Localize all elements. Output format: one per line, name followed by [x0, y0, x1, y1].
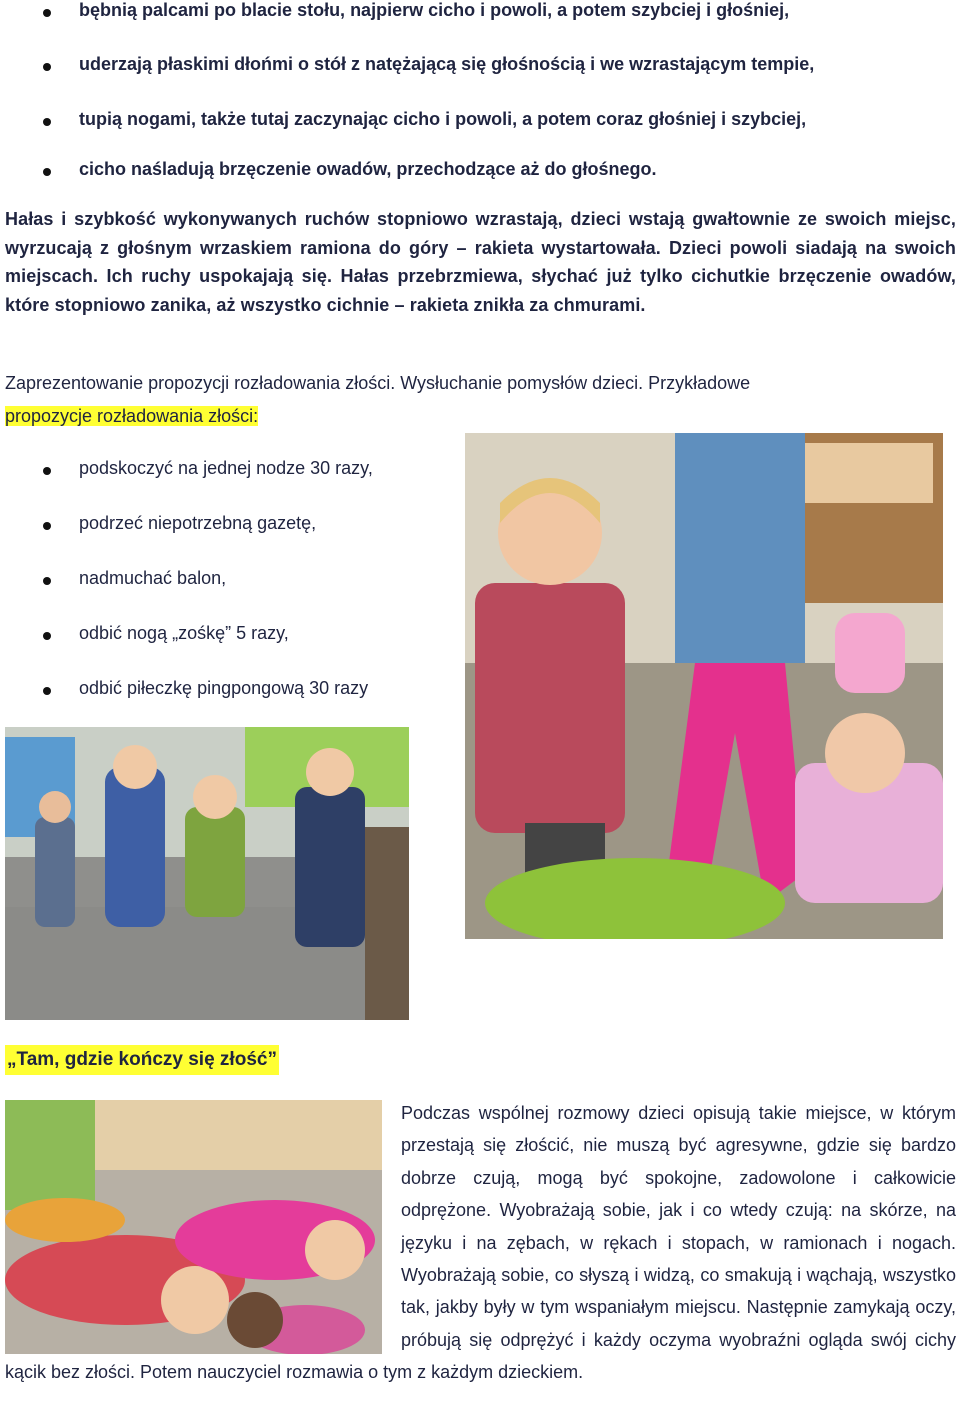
bullet-icon — [43, 632, 51, 640]
bullet-icon — [43, 63, 51, 71]
bullet-icon — [43, 9, 51, 17]
final-paragraph: Podczas wspólnej rozmowy dzieci opisują takie miejsce, w którym przestają się złościć, nie muszą być agresywne, gdzie się bardzo dobrze czują, mogą być spokojne, zadowolone i całkowicie odprężone. Wyobrażają sobie, jak i co wtedy czują: na skórze, na języku i na zębach, w rękach i stopach, w ramionach i nogach. Wyobrażają sobie, co słyszą i widzą, co smakują i wąchają, wszystko tak, jakby były w tym wspaniałym miejscu. Następnie zamykają oczy, próbują się odprężyć i każdy oczyma wyobraźni ogląda swój cichy kącik bez złości. Potem nauczyciel rozmawia o tym z każdym dzieckiem. — [5, 1097, 956, 1389]
bullet-icon — [43, 577, 51, 585]
list-item: cicho naśladują brzęczenie owadów, przechodzące aż do głośnego. — [0, 159, 900, 189]
photo-children-exercise — [465, 433, 943, 939]
list-item: tupią nogami, także tutaj zaczynając cicho i powoli, a potem coraz głośniej i szybciej, — [0, 109, 900, 139]
list-item: nadmuchać balon, — [0, 568, 900, 598]
list-item: podskoczyć na jednej nodze 30 razy, — [0, 458, 900, 488]
list-item: odbić piłeczkę pingpongową 30 razy — [0, 678, 900, 708]
rocket-paragraph: Hałas i szybkość wykonywanych ruchów stopniowo wzrastają, dzieci wstają gwałtownie ze swoich miejsc, wyrzucają z głośnym wrzaskiem ramiona do góry – rakieta wystartowała. Dzieci powoli siadają na swoich miejscach. Ich ruchy uspokajają się. Hałas przebrzmiewa, słychać już tylko cichutkie brzęczenie owadów, które stopniowo zanika, aż wszystko cichnie – rakieta znikła za chmurami. — [5, 209, 956, 315]
photo-children-playing — [5, 727, 409, 1020]
bullet-icon — [43, 168, 51, 176]
list-item: odbić nogą „zośkę” 5 razy, — [0, 623, 900, 653]
list-item: uderzają płaskimi dłońmi o stół z natężającą się głośnością i we wzrastającym tempie, — [0, 54, 900, 84]
list-item: bębnią palcami po blacie stołu, najpierw cicho i powoli, a potem szybciej i głośniej, — [0, 0, 900, 30]
intro-text: Zaprezentowanie propozycji rozładowania złości. Wysłuchanie pomysłów dzieci. Przykładowe — [5, 373, 751, 393]
bullet-icon — [43, 118, 51, 126]
list-item: podrzeć niepotrzebną gazetę, — [0, 513, 900, 543]
photo-spacer — [5, 1097, 401, 1355]
bullet-icon — [43, 522, 51, 530]
intro-highlight: propozycje rozładowania złości: — [5, 406, 259, 426]
intro-paragraph — [5, 367, 956, 433]
section-heading: „Tam, gdzie kończy się złość” — [5, 1045, 279, 1075]
bullet-icon — [43, 687, 51, 695]
bullet-icon — [43, 467, 51, 475]
